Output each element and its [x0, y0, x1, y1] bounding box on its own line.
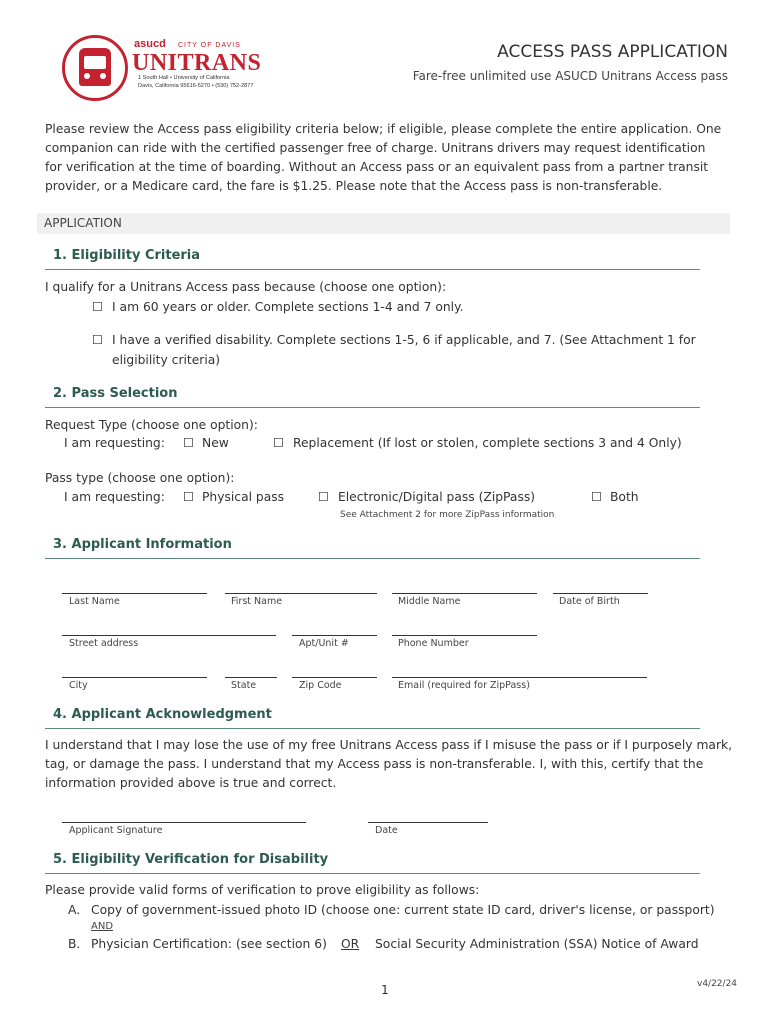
bus-logo-icon [79, 48, 111, 86]
acknowledgment-line-3: information provided above is true and correct. [45, 776, 337, 790]
apt-field[interactable] [292, 635, 377, 636]
request-new-label: New [202, 436, 229, 450]
request-type-requesting: I am requesting: [64, 436, 165, 450]
version-label: v4/22/24 [697, 979, 738, 989]
first-name-label: First Name [231, 596, 283, 607]
section-1-rule [45, 269, 700, 270]
item-b-text: Physician Certification: (see section 6) [91, 937, 327, 951]
page-number: 1 [381, 983, 389, 997]
phone-label: Phone Number [398, 638, 469, 649]
last-name-field[interactable] [62, 593, 207, 594]
zippass-note: See Attachment 2 for more ZipPass information [340, 510, 555, 520]
city-field[interactable] [62, 677, 207, 678]
checkbox-electronic-pass[interactable]: ☐ [318, 490, 330, 504]
item-b-label: B. [68, 937, 81, 951]
middle-name-label: Middle Name [398, 596, 461, 607]
state-label: State [231, 680, 257, 691]
last-name-label: Last Name [69, 596, 120, 607]
pass-type-prompt: Pass type (choose one option): [45, 471, 235, 485]
checkbox-new[interactable]: ☐ [183, 436, 195, 450]
first-name-field[interactable] [225, 593, 377, 594]
option-age-60-label: I am 60 years or older. Complete sections 1-4 and 7 only. [112, 300, 464, 314]
page-title: ACCESS PASS APPLICATION [497, 42, 728, 62]
intro-paragraph: Please review the Access pass eligibility criteria below; if eligible, please complete the entire application. One companion can ride with the certified passenger free of charge. Unitrans drivers may request identification for verification at the time of boarding. Without an Access pass or an equivalent pass from a partner transit provider, or a Medicare card, the fare is $1.25. Please note that the Access pass is non-transferable. [45, 122, 722, 193]
verification-prompt: Please provide valid forms of verification to prove eligibility as follows: [45, 883, 480, 897]
pass-both-label: Both [610, 490, 639, 504]
email-label: Email (required for ZipPass) [398, 680, 530, 691]
logo-city-text: CITY OF DAVIS [178, 42, 241, 49]
checkbox-replacement[interactable]: ☐ [273, 436, 285, 450]
section-5-rule [45, 873, 700, 874]
application-banner [37, 213, 730, 234]
or-connector: OR [341, 937, 360, 951]
section-3-heading: 3. Applicant Information [53, 537, 232, 552]
apt-label: Apt/Unit # [299, 638, 349, 649]
dob-field[interactable] [553, 593, 648, 594]
item-b-alt-text: Social Security Administration (SSA) Notice of Award [375, 937, 699, 951]
section-4-heading: 4. Applicant Acknowledgment [53, 707, 272, 722]
acknowledgment-line-2: tag, or damage the pass. I understand that my Access pass is non-transferable. I, with this, certify that the [45, 757, 704, 771]
city-label: City [69, 680, 88, 691]
section-2-rule [45, 407, 700, 408]
state-field[interactable] [225, 677, 277, 678]
section-4-rule [45, 728, 700, 729]
zip-field[interactable] [292, 677, 377, 678]
signature-field[interactable] [62, 822, 306, 823]
signature-label: Applicant Signature [69, 825, 163, 836]
acknowledgment-line-1: I understand that I may lose the use of my free Unitrans Access pass if I misuse the pass or if I purposely mark, [45, 738, 733, 752]
section-1-heading: 1. Eligibility Criteria [53, 248, 201, 263]
and-connector: AND [91, 921, 114, 932]
logo-asucd-text: asucd [134, 38, 166, 50]
checkbox-physical-pass[interactable]: ☐ [183, 490, 195, 504]
street-field[interactable] [62, 635, 276, 636]
dob-label: Date of Birth [559, 596, 620, 607]
checkbox-both[interactable]: ☐ [591, 490, 603, 504]
section-3-rule [45, 558, 700, 559]
middle-name-field[interactable] [392, 593, 537, 594]
pass-electronic-label: Electronic/Digital pass (ZipPass) [338, 490, 536, 504]
item-a-text: Copy of government-issued photo ID (choose one: current state ID card, driver's license, or passport) [91, 903, 715, 917]
email-field[interactable] [392, 677, 647, 678]
item-a-label: A. [68, 903, 81, 917]
pass-physical-label: Physical pass [202, 490, 285, 504]
phone-field[interactable] [392, 635, 537, 636]
pass-type-requesting: I am requesting: [64, 490, 165, 504]
checkbox-disability[interactable]: ☐ [92, 333, 104, 347]
option-disability-label-cont: eligibility criteria) [112, 353, 221, 367]
street-label: Street address [69, 638, 139, 649]
section-2-heading: 2. Pass Selection [53, 386, 178, 401]
signature-date-label: Date [375, 825, 398, 836]
signature-date-field[interactable] [368, 822, 488, 823]
option-disability-label: I have a verified disability. Complete sections 1-5, 6 if applicable, and 7. (See Attachment 1 for [112, 333, 696, 347]
logo-brand-text: UNITRANS [132, 50, 262, 76]
request-type-prompt: Request Type (choose one option): [45, 418, 258, 432]
logo-address-line1: 1 South Hall • University of California [138, 75, 230, 81]
application-label: APPLICATION [44, 216, 122, 230]
zip-label: Zip Code [299, 680, 342, 691]
page-subtitle: Fare-free unlimited use ASUCD Unitrans Access pass [412, 69, 728, 83]
eligibility-prompt: I qualify for a Unitrans Access pass because (choose one option): [45, 280, 447, 294]
section-5-heading: 5. Eligibility Verification for Disability [53, 852, 329, 867]
logo-address-line2: Davis, California 95616-5270 • (530) 752-2877 [138, 83, 254, 89]
checkbox-age-60[interactable]: ☐ [92, 300, 104, 314]
request-replacement-label: Replacement (If lost or stolen, complete sections 3 and 4 Only) [293, 436, 682, 450]
